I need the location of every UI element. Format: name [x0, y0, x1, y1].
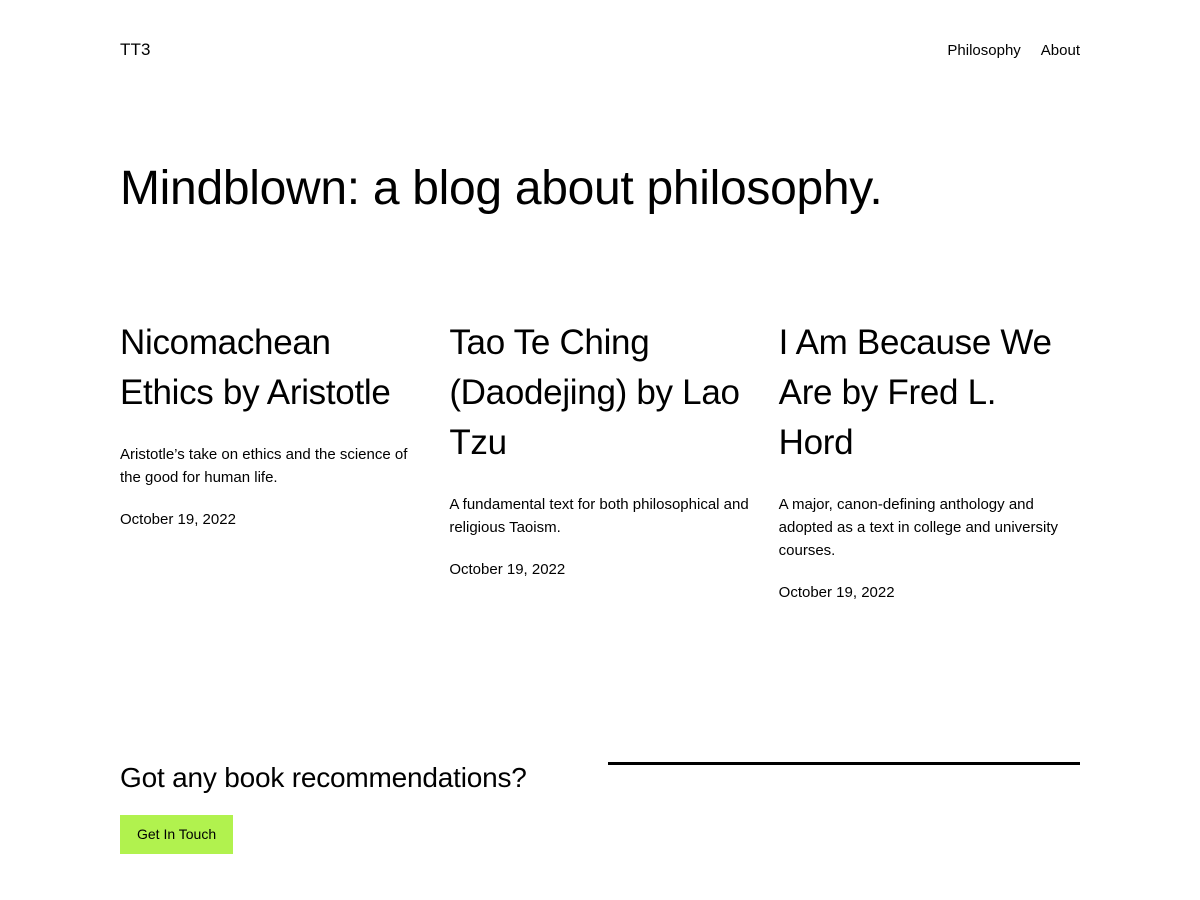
get-in-touch-button[interactable]: Get In Touch	[120, 815, 233, 854]
post-excerpt: Aristotle’s take on ethics and the science of the good for human life.	[120, 445, 408, 486]
post-date: October 19, 2022	[778, 583, 895, 601]
posts-grid	[120, 318, 1080, 602]
post-date: October 19, 2022	[449, 560, 566, 578]
post-title-link[interactable]: I Am Because We Are by Fred L. Hord	[778, 322, 1052, 462]
site-header	[120, 0, 1080, 60]
post-date: October 19, 2022	[120, 510, 236, 528]
post-card	[449, 318, 750, 602]
post-title-link[interactable]: Tao Te Ching (Daodejing) by Lao Tzu	[449, 322, 740, 462]
post-title	[449, 318, 750, 468]
post-excerpt: A fundamental text for both philosophical and religious Taoism.	[449, 495, 749, 536]
page-title: Mindblown: a blog about philosophy.	[120, 162, 883, 215]
post-title	[120, 318, 421, 418]
cta-row	[120, 762, 1080, 794]
post-title	[779, 318, 1080, 468]
post-card	[120, 318, 421, 602]
cta-section	[120, 762, 1080, 854]
post-excerpt: A major, canon-defining anthology and adopted as a text in college and university courses.	[778, 495, 1059, 559]
nav-item-about[interactable]: About	[1040, 41, 1080, 59]
cta-heading: Got any book recommendations?	[120, 761, 527, 793]
post-card	[779, 318, 1080, 602]
site-title-link[interactable]: TT3	[120, 40, 151, 59]
post-title-link[interactable]: Nicomachean Ethics by Aristotle	[120, 322, 391, 412]
separator-line	[608, 762, 1080, 765]
nav-item-philosophy[interactable]: Philosophy	[947, 41, 1021, 59]
primary-nav	[947, 42, 1080, 59]
main-content	[120, 160, 1080, 854]
